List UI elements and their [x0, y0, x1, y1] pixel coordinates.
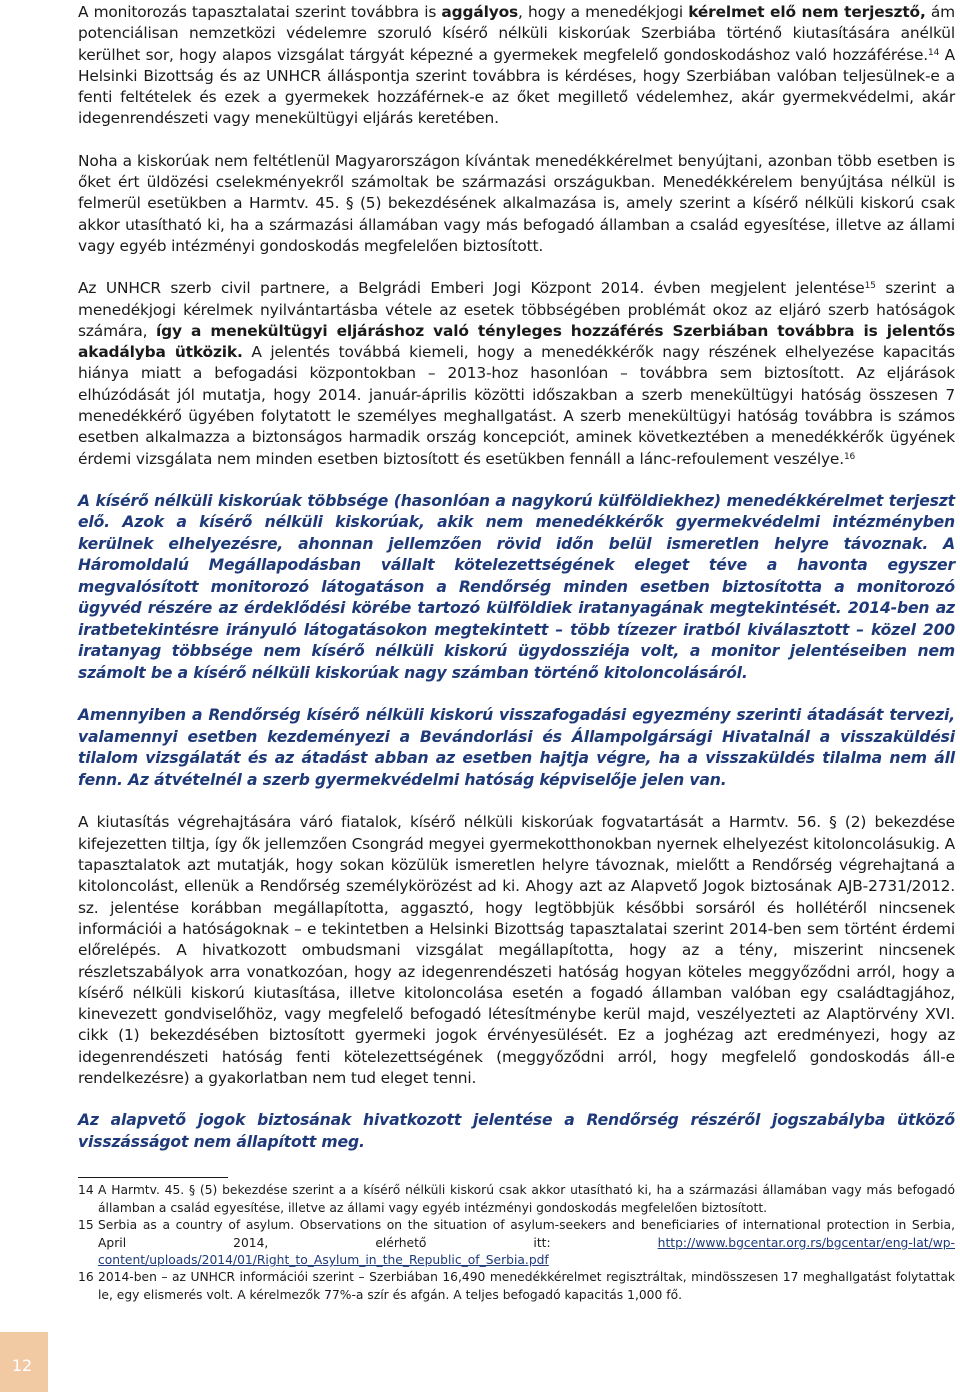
footnote-text: A Harmtv. 45. § (5) bekezdése szerint a a kísérő nélküli kiskorú csak akkor utasítható ki, ha a származási államában vagy más befogadó államban a család egyesítése, illetve az állami vagy egyéb intézményi gondoskodás megfelelően biztosított. — [98, 1183, 955, 1215]
footnote-link[interactable]: http://www.bgcentar.org.rs/bgcentar/eng-lat/wp-content/uploads/2014/01/Right_to_Asylum_in_the_Republic_of_Serbia.pdf — [98, 1235, 955, 1267]
paragraph-expulsion: A kiutasítás végrehajtására váró fiatalok, kísérő nélküli kiskorúak fogvatartását a Harmtv. 56. § (2) bekezdése kifejezetten tiltja, így ők jellemzően Csongrád megyei gyermekotthonokban nyernek elhelyezést kitoloncolásukig. A tapasztalatok azt mutatják, hogy sokan közülük ismeretlen helyre távoznak, mielőtt a Rendőrség végrehajtaná a kitoloncolást, ellenük a Rendőrség személykörözést ad ki. Ahogy azt az Alapvető Jogok biztosának AJB-2731/2012. sz. jelentése korábban megállapította, aggasztó, hogy legtöbbjük későbbi sorsáról és hollétéről nincsenek információi a hatóságoknak – e tekintetben a Helsinki Bizottság tapasztalatai szerint 2014-ben sem történt érdemi előrelépés. A hivatkozott ombudsmani vizsgálat megállapította, hogy az a tény, miszerint nincsenek részletszabályok arra vonatkozóan, hogy az idegenrendészeti hatóság hogyan köteles meggyőződni arról, hogy a kísérő nélküli kiskorú kiutasítása, illetve kitoloncolása esetén a fogadó államban valóban egy családtagjához, kinevezett gondviselőhöz, vagy megfelelő befogadó létesítménybe kerül majd, veszélyezteti az Alaptörvény XVI. cikk (1) bekezdésében biztosított gyermeki jogok érvényesülését. Ez a joghézag azt eredményezi, hogy az idegenrendészeti hatóság fenti kötelezettségének (meggyőződni arról, hogy megfelelő gondoskodás áll-e rendelkezésre) a gyakorlatban nem tud eleget tenni. — [78, 813, 955, 1087]
footnote-number: 14 — [78, 1183, 94, 1198]
footnote-14 — [78, 1182, 955, 1217]
text-run: ám potenciálisan nemzetközi védelemre szoruló kísérő nélküli kiskorúak Szerbiába történő kiutasítására anélkül kerülhet sor, hogy alapos vizsgálat tárgyát képezné a gyermekek megfelelő gondoskodáshoz való hozzáférése. — [78, 3, 955, 64]
footnote-number: 15 — [78, 1218, 94, 1233]
footnote-ref-14[interactable]: 14 — [928, 47, 940, 58]
bold-run: így a menekültügyi eljáráshoz való tényleges hozzáférés Szerbiában továbbra is jelentős akadályba ütközik. — [78, 321, 955, 362]
footnote-text: 2014-ben – az UNHCR információi szerint – Szerbiában 16,490 menedékkérelmet regisztráltak, mindösszesen 17 meghallgatást folytattak le, egy elismerés volt. A kérelmezők 77%-a szír és afgán. A teljes befogadó kapacitás 1,000 fő. — [98, 1270, 955, 1302]
footnote-divider — [78, 1177, 228, 1178]
paragraph-minors-asylum: Noha a kiskorúak nem feltétlenül Magyarországon kívántak menedékkérelmet benyújtani, azonban több esetben is őket ért üldözési cselekményekről számoltak be származási országukban. Menedékkérelem benyújtása nélkül is felmerül esetükben a Harmtv. 45. § (5) bekezdésének alkalmazása is, amely szerint a kísérő nélküli kiskorú csak akkor utasítható ki, ha a származási államában vagy más befogadó államban a család egyesítése, illetve az állami vagy egyéb intézményi gondoskodás megfelelően biztosított. — [78, 151, 955, 255]
page-number: 12 — [11, 1356, 33, 1375]
text-run: Az UNHCR szerb civil partnere, a Belgrádi Emberi Jogi Központ 2014. évben megjelent jelentése — [78, 279, 865, 298]
paragraph-emphasis-ombudsman: Az alapvető jogok biztosának hivatkozott jelentése a Rendőrség részéről jogszabályba ütköző visszásságot nem állapított meg. — [78, 1111, 955, 1151]
document-body — [78, 2, 955, 1304]
text-run: szerint a menedékjogi kérelmek nyilvántartásba vétele az esetek többségében problémát okoz az eljáró szerb hatóságok számára, — [78, 279, 955, 340]
footnote-text — [98, 1217, 955, 1269]
text-run: A jelentés továbbá kiemeli, hogy a menedékkérők nagy részének elhelyezése kapacitás hiánya miatt a befogadási központokban – 2013-hoz hasonlóan – továbbra sem biztosított. Az eljárások elhúzódását jól mutatja, hogy 2014. január-április közötti időszakban a szerb menekültügyi hatóság összesen 7 menedékkérő ügyében folytatott le személyes meghallgatást. A szerb menekültügyi hatóság továbbra is számos esetben alkalmazza a biztonságos harmadik ország koncepciót, aminek következtében a menedékkérők ügyének érdemi vizsgálata nem minden esetben biztosított és esetükben fennáll a lánc-refoulement veszélye. — [78, 343, 955, 468]
paragraph-emphasis-readmission: Amennyiben a Rendőrség kísérő nélküli kiskorú visszafogadási egyezmény szerinti átadását tervezi, valamennyi esetben kezdeményezi a Bevándorlási és Állampolgársági Hivatalnál a visszaküldési tilalom vizsgálatát és az átadást abban az esetben hajtja végre, ha a visszaküldés tilalma nem áll fenn. Az átvételnél a szerb gyermekvédelmi hatóság képviselője jelen van. — [78, 706, 955, 789]
bold-run: kérelmet elő nem terjesztő, — [688, 3, 926, 21]
footnote-ref-15[interactable]: 15 — [864, 281, 876, 292]
paragraph-unhcr-report — [78, 278, 955, 470]
footnote-15 — [78, 1217, 955, 1269]
bold-run: aggályos — [441, 3, 519, 21]
footnote-number: 16 — [78, 1270, 94, 1285]
footnote-text-run: Serbia as a country of asylum. Observations on the situation of asylum-seekers and beneficiaries of international protection in Serbia, April 2014, elérhető itt: — [98, 1218, 955, 1250]
footnote-16 — [78, 1269, 955, 1304]
text-run: A monitorozás tapasztalatai szerint továbbra is — [78, 3, 442, 21]
text-run: , hogy a menedékjogi — [518, 3, 689, 21]
text-run: A Helsinki Bizottság és az UNHCR álláspontja szerint továbbra is kérdéses, hogy Szerbiában valóban teljesülnek-e a fenti feltételek és ezek a gyermekek hozzáférnek-e az őket megillető védelemhez, akár gyermekvédelmi, akár idegenrendészeti vagy menekültügyi eljárás keretében. — [78, 45, 956, 128]
paragraph-monitoring — [78, 2, 955, 130]
paragraph-emphasis-minors: A kísérő nélküli kiskorúak többsége (hasonlóan a nagykorú külföldiekhez) menedékkérelmet terjeszt elő. Azok a kísérő nélküli kiskorúak, akik nem menedékkérők gyermekvédelmi intézményben kerülnek elhelyezésre, ahonnan jellemzően rövid időn belül ismeretlen helyre távoznak. A Háromoldalú Megállapodásban vállalt kötelezettségének eleget téve a havonta egyszer megvalósított monitorozó látogatáson a Rendőrség minden esetben biztosította a monitorozó ügyvéd részére az érdeklődési körébe tartozó külföldiek iratanyagának megtekintését. 2014-ben az iratbetekintésre irányuló látogatásokon megtekintett – több tízezer iratból kiválasztott – közel 200 iratanyag többsége nem kísérő nélküli kiskorú ügydossziéja volt, a monitor jelentéseiben nem számolt be a kísérő nélküli kiskorúak nagy számban történő kitoloncolásáról. — [78, 491, 955, 682]
footnote-ref-16[interactable]: 16 — [843, 451, 856, 462]
